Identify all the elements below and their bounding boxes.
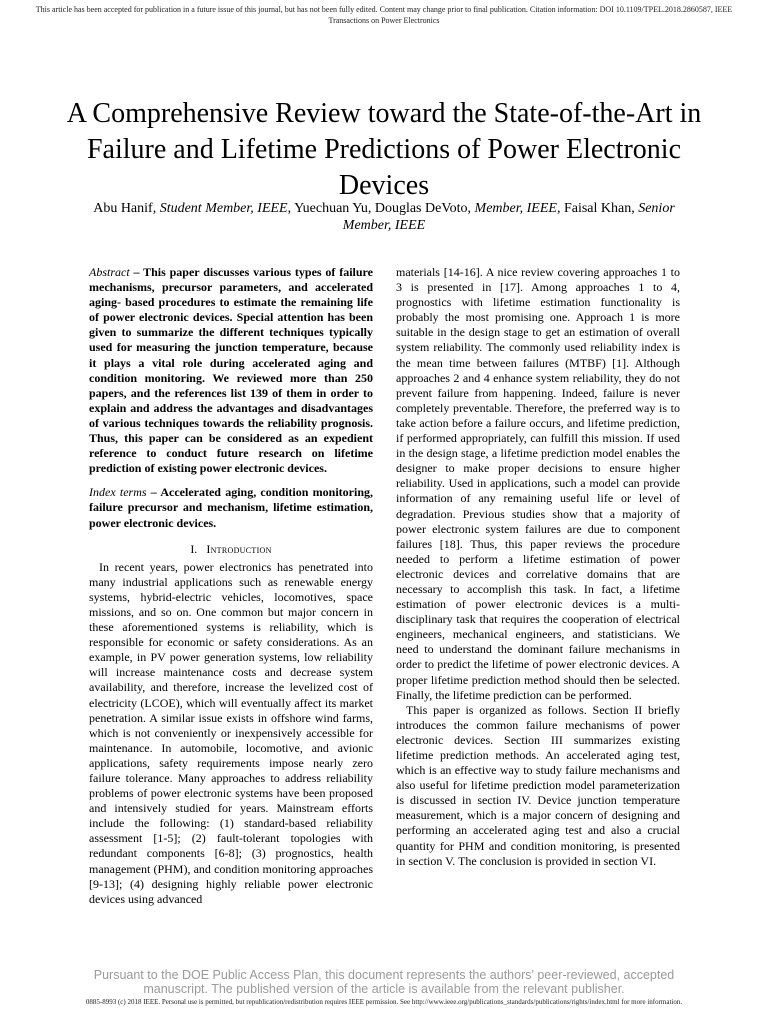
index-terms [89, 485, 373, 530]
left-column [89, 265, 373, 907]
copyright-footer: 0885-8993 (c) 2018 IEEE. Personal use is permitted, but republication/redistribution requires IEEE permission. See http://www.ieee.org/publications_standards/publications/rights/index.html for more information. [85, 998, 683, 1006]
abstract-label: Abstract [89, 265, 130, 279]
abstract [89, 265, 373, 476]
doe-access-watermark [60, 968, 708, 996]
intro-paragraph-2: This paper is organized as follows. Section II briefly introduces the common failure mechanisms of power electronic devices. Section III summarizes existing lifetime prediction methods. An accelerated aging test, which is an effective way to study failure mechanisms and also useful for lifetime prediction model parameterization is discussed in section IV. Device junction temperature measurement, which is a major concern of designing and performing an accelerated aging test and also a crucial quantity for PHM and condition monitoring, is presented in section V. The conclusion is provided in section VI. [396, 702, 680, 868]
intro-paragraph-1: In recent years, power electronics has penetrated into many industrial applications such as renewable energy systems, hybrid-electric vehicles, locomotives, space missions, and so on. One common but major concern in these aforementioned systems is reliability, which is responsible for economic or safety considerations. As an example, in PV power generation systems, low reliability will increase maintenance costs and decrease system availability, and therefore, increase the levelized cost of electricity (LCOE), which will eventually affect its market penetration. A similar issue exists in offshore wind farms, which is not conveniently or inexpensively accessible for maintenance. In automobile, locomotive, and avionic applications, safety requirements impose nearly zero failure tolerance. Many approaches to address reliability problems of power electronic systems have been proposed and intensively studied for years. Mainstream efforts include the following: (1) standard-based reliability assessment [1-5]; (2) fault-tolerant topologies with redundant components [6-8]; (3) prognostics, health management (PHM), and condition monitoring approaches [9-13]; (4) designing highly reliable power electronic devices using advanced [89, 559, 373, 906]
index-terms-label: Index terms [89, 485, 147, 500]
index-terms-dash: – [146, 485, 161, 500]
section-heading-introduction [89, 542, 373, 557]
intro-paragraph-1-continued: materials [14-16]. A nice review covering approaches 1 to 3 is presented in [17]. Among approaches 1 to 4, prognostics with lifetime estimation functionality is probably the most promising one. Approach 1 is more suitable in the design stage to get an estimation of overall system reliability. The commonly used reliability index is the mean time between failures (MTBF) [1]. Although approaches 2 and 4 enhance system reliability, they do not prevent failure from happening. Indeed, failure is never completely preventable. Therefore, the preferred way is to take action before a failure occurs, and lifetime prediction, if performed appropriately, can fulfill this mission. If used in the design stage, a lifetime prediction model enables the designer to make proper decisions to ensure higher reliability. Used in applications, such a model can provide information of any remaining useful life or level of degradation. Previous studies show that a majority of power electronic system failures are due to component failures [18]. Thus, this paper reviews the procedure needed to perform a lifetime estimation of power electronic devices and correlative domains that are necessary to accomplish this task. In fact, a lifetime estimation of power electronic devices is a multi-disciplinary task that requires the cooperation of electrical engineers, mechanical engineers, and statisticians. We need to understand the dominant failure mechanisms in order to predict the lifetime of power electronic devices. A proper lifetime prediction method should then be selected. Finally, the lifetime prediction can be performed. [396, 265, 680, 702]
author-list [90, 200, 678, 234]
author-2-names: , Yuechuan Yu, Douglas DeVoto, [287, 201, 475, 216]
abstract-text: This paper discusses various types of failure mechanisms, precursor parameters, and accelerated aging- based procedures to estimate the remaining life of power electronic devices. Special attention has been given to summarize the different techniques typically used for measuring the junction temperature, because it plays a vital role during accelerated aging and condition monitoring. We reviewed more than 250 papers, and the references list 139 of them in order to explain and address the advantages and disadvantages of various techniques towards the reliability prognosis. Thus, this paper can be considered as an expedient reference to conduct future research on lifetime prediction of existing power electronic devices. [89, 265, 373, 476]
section-title: Introduction [206, 541, 272, 556]
right-column [396, 265, 680, 869]
author-1-name: Abu Hanif, [93, 201, 160, 216]
paper-title: A Comprehensive Review toward the State-of-the-Art in Failure and Lifetime Predictions of Power Electronic Devices [66, 98, 702, 201]
notice-line-1: This article has been accepted for publication in a future issue of this journal, but has not been fully edited. Content may change prior to final publication. Citation information: DOI 10.1109/TPEL.2018.2860587, IEEE [35, 5, 733, 14]
notice-line-2: Transactions on Power Electronics [328, 16, 440, 25]
author-1-role: Student Member, IEEE [159, 201, 288, 216]
index-terms-text: Accelerated aging, condition monitoring, failure precursor and mechanism, lifetime estimation, power electronic devices. [89, 485, 373, 530]
publication-notice [20, 4, 748, 26]
watermark-line-2: manuscript. The published version of the article is available from the relevant publisher. [143, 982, 625, 996]
section-number: I. [190, 541, 198, 556]
abstract-dash: – [129, 265, 144, 279]
author-3-name: Faisal Khan, [560, 201, 639, 216]
author-2-role: Member, IEEE, [474, 201, 561, 216]
watermark-line-1: Pursuant to the DOE Public Access Plan, this document represents the authors' peer-reviewed, accepted [93, 968, 675, 982]
author-3-role: Senior Member, IEEE [342, 201, 675, 233]
